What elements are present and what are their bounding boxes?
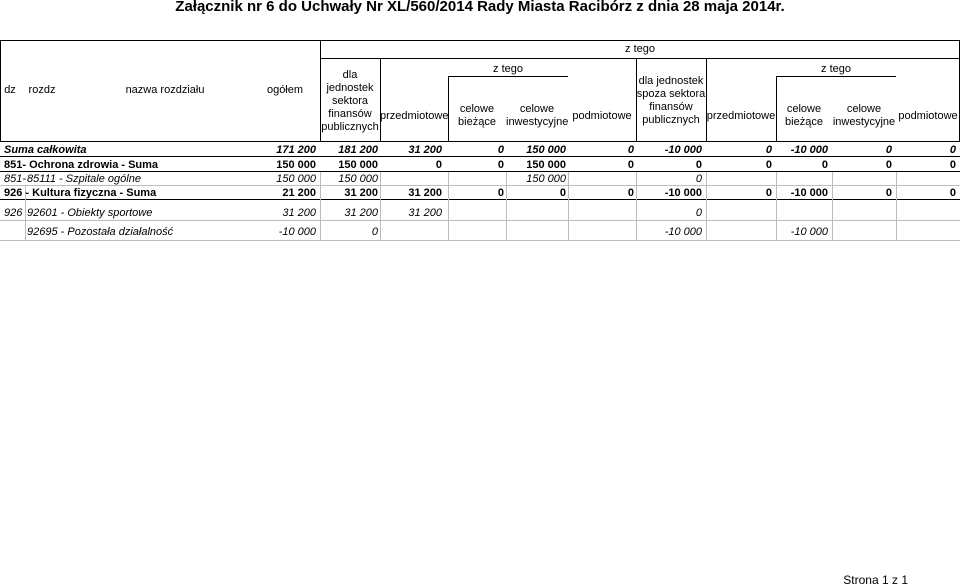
row-value: 0 <box>371 226 378 238</box>
row-value: 31 200 <box>282 207 316 219</box>
row-value: 31 200 <box>344 187 378 199</box>
row-value: 31 200 <box>344 207 378 219</box>
row-value: -10 000 <box>790 187 828 199</box>
row-label: Suma całkowita <box>4 144 87 156</box>
row-value: -10 000 <box>664 187 702 199</box>
row-value: 0 <box>695 159 702 171</box>
header-z-tego-2: z tego <box>821 63 851 75</box>
header-podmiotowe-2: podmiotowe <box>898 110 958 122</box>
row-value: 181 200 <box>338 144 378 156</box>
page-footer: Strona 1 z 1 <box>843 573 908 587</box>
row-value: 0 <box>949 159 956 171</box>
header-podmiotowe-1: podmiotowe <box>572 110 632 122</box>
header-dla-spoza: dla jednostek spoza sektora finansów publicznych <box>636 75 706 126</box>
row-value: 21 200 <box>282 187 316 199</box>
header-z-tego-1: z tego <box>493 63 523 75</box>
row-value: 0 <box>435 159 442 171</box>
header-rozdz: rozdz <box>28 84 56 96</box>
header-celowe-biezace-1: celowe bieżące <box>458 103 496 128</box>
row-label: 85111 - Szpitale ogólne <box>27 173 141 185</box>
row-value: -10 000 <box>790 226 828 238</box>
row-label: 851- Ochrona zdrowia - Suma <box>4 159 159 171</box>
row-value: 31 200 <box>408 187 442 199</box>
row-value: 0 <box>949 144 956 156</box>
row-value: -10 000 <box>278 226 316 238</box>
row-value: 0 <box>821 159 828 171</box>
header-przedmiotowe-2: przedmiotowe <box>706 110 776 122</box>
row-label: 92601 - Obiekty sportowe <box>27 207 153 219</box>
row-label: 92695 - Pozostała działalność <box>27 226 174 238</box>
header-z-tego: z tego <box>625 43 655 55</box>
row-value: 150 000 <box>276 159 316 171</box>
row-value: 0 <box>627 159 634 171</box>
row-value: 150 000 <box>338 159 378 171</box>
row-value: 0 <box>497 187 504 199</box>
row-value: 0 <box>885 187 892 199</box>
document-title: Załącznik nr 6 do Uchwały Nr XL/560/2014 Rady Miasta Racibórz z dnia 28 maja 2014r. <box>175 0 785 15</box>
row-value: 0 <box>885 159 892 171</box>
row-value: 171 200 <box>276 144 316 156</box>
row-value: 0 <box>765 159 772 171</box>
row-value: 150 000 <box>276 173 316 185</box>
header-nazwa: nazwa rozdziału <box>125 84 205 96</box>
row-value: 31 200 <box>408 207 442 219</box>
row-value: 150 000 <box>526 144 566 156</box>
row-value: 0 <box>627 187 634 199</box>
header-celowe-inwest-1: celowe inwestycyjne <box>506 103 569 128</box>
header-przedmiotowe-1: przedmiotowe <box>380 110 449 122</box>
row-value: 31 200 <box>408 144 442 156</box>
row-value: 0 <box>765 144 772 156</box>
row-value: 0 <box>627 144 634 156</box>
header-celowe-biezace-2: celowe bieżące <box>785 103 823 128</box>
row-value: 0 <box>497 144 504 156</box>
row-label: 926 - Kultura fizyczna - Suma <box>4 187 157 199</box>
row-value: 0 <box>695 207 702 219</box>
header-dla-jsfp: dla jednostek sektora finansów publicznych <box>321 69 379 133</box>
row-dz: 926 <box>4 207 23 219</box>
header-celowe-inwest-2: celowe inwestycyjne <box>832 103 896 128</box>
row-value: 150 000 <box>526 173 566 185</box>
row-value: 0 <box>765 187 772 199</box>
row-value: 0 <box>885 144 892 156</box>
row-value: -10 000 <box>790 144 828 156</box>
row-value: 0 <box>949 187 956 199</box>
row-value: 150 000 <box>526 159 566 171</box>
header-dz: dz <box>4 84 16 96</box>
row-value: -10 000 <box>664 226 702 238</box>
row-value: 0 <box>559 187 566 199</box>
row-value: -10 000 <box>664 144 702 156</box>
row-value: 150 000 <box>338 173 378 185</box>
header-ogolem: ogółem <box>266 84 304 96</box>
row-value: 0 <box>497 159 504 171</box>
row-value: 0 <box>695 173 702 185</box>
row-dz: 851- <box>4 173 27 185</box>
